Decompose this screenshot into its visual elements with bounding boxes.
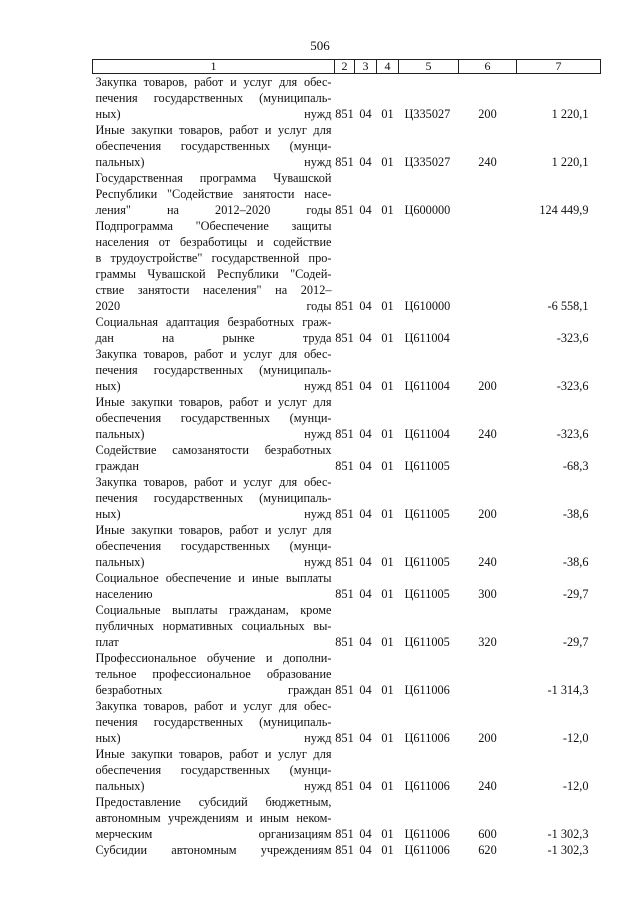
description-line: Закупка товаров, работ и услуг для обес- [95,347,332,361]
description-line: безработных граждан [95,683,332,697]
cell-admin-code: 851 [335,459,354,473]
description-line: пальных) нужд [95,427,332,441]
cell-section: 04 [359,683,372,697]
table-body [93,74,601,859]
cell-subsection: 01 [381,459,394,473]
description-line: населению [95,587,153,601]
cell-subsection: 01 [381,299,394,313]
cell-amount: -323,6 [556,379,589,393]
cell-amount: -38,6 [562,555,589,569]
row-description [93,650,335,698]
cell-target-article: Ц611006 [404,731,450,745]
cell-amount: 1 220,1 [551,107,589,121]
table-row [93,442,601,474]
cell-expense-type: 240 [478,555,497,569]
table-row [93,570,601,602]
description-line: мерческим организациям [95,827,332,841]
description-line: в трудоустройстве" государственной про- [95,251,332,265]
header-col-1: 1 [93,60,335,74]
row-description [93,218,335,314]
cell-amount: -29,7 [562,635,589,649]
description-line: Республики "Содействие занятости насе- [95,187,332,201]
cell-subsection: 01 [381,555,394,569]
cell-section: 04 [359,331,372,345]
cell-admin-code: 851 [335,587,354,601]
table-row [93,218,601,314]
cell-amount: -12,0 [562,731,589,745]
cell-target-article: Ц611005 [404,507,450,521]
description-line: Иные закупки товаров, работ и услуг для [95,123,332,137]
cell-expense-type: 200 [478,731,497,745]
row-description [93,346,335,394]
cell-subsection: 01 [381,779,394,793]
row-description [93,122,335,170]
description-line: граммы Чувашской Республики "Содей- [95,267,332,281]
cell-section: 04 [359,587,372,601]
cell-amount: -38,6 [562,507,589,521]
description-line: Иные закупки товаров, работ и услуг для [95,523,332,537]
description-line: Закупка товаров, работ и услуг для обес- [95,75,332,89]
row-description [93,794,335,842]
header-col-6: 6 [459,60,517,74]
cell-target-article: Ц611005 [404,555,450,569]
row-description [93,746,335,794]
cell-amount: -29,7 [562,587,589,601]
cell-target-article: Ц335027 [404,155,451,169]
cell-section: 04 [359,155,372,169]
cell-subsection: 01 [381,731,394,745]
description-line: ных) нужд [95,507,332,521]
cell-section: 04 [359,731,372,745]
table-row [93,746,601,794]
cell-target-article: Ц611006 [404,779,450,793]
description-line: пальных) нужд [95,555,332,569]
cell-expense-type: 300 [478,587,497,601]
cell-amount: -68,3 [562,459,589,473]
description-line: печения государственных (муниципаль- [95,363,332,377]
cell-subsection: 01 [381,587,394,601]
cell-expense-type [459,442,517,474]
cell-expense-type: 200 [478,107,497,121]
description-line: Закупка товаров, работ и услуг для обес- [95,475,332,489]
cell-expense-type: 600 [478,827,497,841]
cell-amount: -323,6 [556,331,589,345]
cell-target-article: Ц611004 [404,331,450,345]
description-line: пальных) нужд [95,779,332,793]
description-line: ных) нужд [95,107,332,121]
cell-admin-code: 851 [335,843,354,857]
cell-subsection: 01 [381,379,394,393]
cell-admin-code: 851 [335,331,354,345]
cell-target-article: Ц600000 [404,203,451,217]
description-line: ствие занятости населения" на 2012– [95,283,332,297]
table-row [93,698,601,746]
cell-section: 04 [359,203,372,217]
description-line: печения государственных (муниципаль- [95,715,332,729]
cell-section: 04 [359,555,372,569]
description-line: Иные закупки товаров, работ и услуг для [95,747,332,761]
header-col-7: 7 [517,60,601,74]
cell-subsection: 01 [381,635,394,649]
cell-admin-code: 851 [335,635,354,649]
table-row [93,474,601,522]
cell-amount: -1 314,3 [547,683,589,697]
description-line: печения государственных (муниципаль- [95,491,332,505]
cell-target-article: Ц611004 [404,379,450,393]
cell-admin-code: 851 [335,107,354,121]
cell-target-article: Ц611005 [404,587,450,601]
description-line: 2020 годы [95,299,332,313]
cell-section: 04 [359,843,372,857]
row-description [93,314,335,346]
header-row [93,60,601,74]
table-row [93,170,601,218]
cell-section: 04 [359,827,372,841]
table-row [93,122,601,170]
cell-target-article: Ц611004 [404,427,450,441]
cell-expense-type: 240 [478,155,497,169]
cell-amount: 1 220,1 [551,155,589,169]
cell-section: 04 [359,635,372,649]
cell-target-article: Ц610000 [404,299,451,313]
cell-admin-code: 851 [335,555,354,569]
description-line: ных) нужд [95,731,332,745]
cell-subsection: 01 [381,203,394,217]
cell-section: 04 [359,299,372,313]
cell-target-article: Ц611006 [404,683,450,697]
cell-section: 04 [359,107,372,121]
table-row [93,74,601,123]
cell-admin-code: 851 [335,379,354,393]
table-row [93,346,601,394]
description-line: обеспечения государственных (мунци- [95,139,332,153]
cell-target-article: Ц611006 [404,843,450,857]
row-description [93,74,335,123]
cell-expense-type: 240 [478,779,497,793]
description-line: Социальные выплаты гражданам, кроме [95,603,332,617]
cell-expense-type: 320 [478,635,497,649]
description-line: Содействие самозанятости безработных [95,443,332,457]
table-row [93,522,601,570]
description-line: автономным учреждениям и иным неком- [95,811,332,825]
row-description [93,602,335,650]
description-line: плат [95,635,119,649]
cell-subsection: 01 [381,827,394,841]
cell-amount: -1 302,3 [547,843,589,857]
page-number: 506 [310,38,330,53]
description-line: Социальное обеспечение и иные выплаты [95,571,332,585]
description-line: Предоставление субсидий бюджетным, [95,795,332,809]
cell-admin-code: 851 [335,827,354,841]
description-line: печения государственных (муниципаль- [95,91,332,105]
table-row [93,794,601,842]
header-col-5: 5 [399,60,459,74]
cell-subsection: 01 [381,331,394,345]
cell-expense-type: 200 [478,379,497,393]
budget-table [92,59,601,858]
cell-target-article: Ц611006 [404,827,450,841]
cell-expense-type: 200 [478,507,497,521]
cell-section: 04 [359,379,372,393]
cell-subsection: 01 [381,427,394,441]
cell-amount: -12,0 [562,779,589,793]
cell-admin-code: 851 [335,683,354,697]
cell-subsection: 01 [381,843,394,857]
cell-expense-type [459,314,517,346]
description-line: Подпрограмма "Обеспечение защиты [95,219,332,233]
description-line: тельное профессиональное образование [95,667,332,681]
table-row [93,602,601,650]
description-line: Социальная адаптация безработных граж- [95,315,332,329]
table-header [93,60,601,74]
cell-target-article: Ц611005 [404,635,450,649]
description-line: ления" на 2012–2020 годы [95,203,332,217]
cell-subsection: 01 [381,155,394,169]
cell-admin-code: 851 [335,155,354,169]
description-line: Закупка товаров, работ и услуг для обес- [95,699,332,713]
row-description [93,570,335,602]
row-description [93,698,335,746]
cell-expense-type [459,218,517,314]
row-description [93,442,335,474]
row-description [93,170,335,218]
description-line: обеспечения государственных (мунци- [95,411,332,425]
cell-section: 04 [359,427,372,441]
cell-admin-code: 851 [335,731,354,745]
table-row [93,650,601,698]
header-col-3: 3 [355,60,377,74]
cell-admin-code: 851 [335,779,354,793]
row-description [93,842,335,858]
description-line: населения от безработицы и содействие [95,235,332,249]
cell-expense-type [459,170,517,218]
description-line: публичных нормативных социальных вы- [95,619,332,633]
table-row [93,394,601,442]
cell-target-article: Ц611005 [404,459,450,473]
cell-amount: 124 449,9 [539,203,589,217]
cell-admin-code: 851 [335,299,354,313]
cell-subsection: 01 [381,683,394,697]
cell-admin-code: 851 [335,203,354,217]
description-line: обеспечения государственных (мунци- [95,763,332,777]
description-line: дан на рынке труда [95,331,332,345]
cell-target-article: Ц335027 [404,107,451,121]
cell-amount: -323,6 [556,427,589,441]
description-line: ных) нужд [95,379,332,393]
description-line: пальных) нужд [95,155,332,169]
cell-subsection: 01 [381,507,394,521]
cell-expense-type: 240 [478,427,497,441]
table-row [93,314,601,346]
row-description [93,522,335,570]
cell-expense-type [459,650,517,698]
cell-admin-code: 851 [335,507,354,521]
description-line: Иные закупки товаров, работ и услуг для [95,395,332,409]
cell-section: 04 [359,507,372,521]
row-description [93,394,335,442]
cell-amount: -6 558,1 [547,299,589,313]
description-line: Профессиональное обучение и дополни- [95,651,332,665]
header-col-4: 4 [377,60,399,74]
description-line: Субсидии автономным учреждениям [95,843,332,857]
cell-subsection: 01 [381,107,394,121]
cell-section: 04 [359,779,372,793]
header-col-2: 2 [335,60,355,74]
row-description [93,474,335,522]
cell-section: 04 [359,459,372,473]
description-line: обеспечения государственных (мунци- [95,539,332,553]
cell-admin-code: 851 [335,427,354,441]
description-line: Государственная программа Чувашской [95,171,332,185]
description-line: граждан [95,459,139,473]
cell-amount: -1 302,3 [547,827,589,841]
table-row [93,842,601,858]
cell-expense-type: 620 [478,843,497,857]
